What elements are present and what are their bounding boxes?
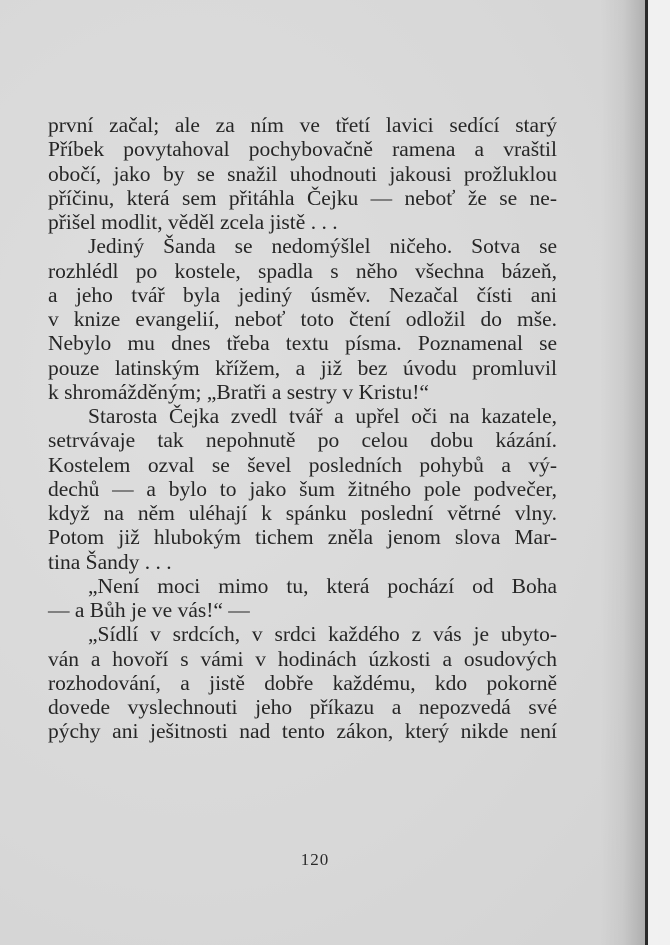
paragraph-start-line: Starosta Čejka zvedl tvář a upřel oči na kazatele, bbox=[88, 404, 557, 428]
text-line: pouze latinským křížem, a již bez úvodu promluvil bbox=[48, 355, 557, 380]
text-line: Příbek povytahoval pochybovačně ramena a vraštil bbox=[48, 137, 557, 162]
text-line: když na něm uléhají k spánku poslední větrné vlny. bbox=[48, 501, 557, 525]
text-line: pýchy ani ješitnosti nad tento zákon, který nikde není bbox=[48, 719, 557, 744]
text-line: setrvávaje tak nepohnutě po celou dobu kázání. bbox=[48, 428, 557, 453]
text-line: ván a hovoří s vámi v hodinách úzkosti a osudových bbox=[48, 646, 557, 671]
text-line: v knize evangelií, neboť toto čtení odložil do mše. bbox=[48, 307, 557, 331]
paragraph-start-line: „Není moci mimo tu, která pochází od Boha bbox=[88, 573, 557, 598]
text-line: k shromážděným; „Bratři a sestry v Kristu!“ bbox=[48, 379, 429, 404]
text-line: Potom již hlubokým tichem zněla jenom slova Mar- bbox=[48, 525, 557, 550]
body-text bbox=[48, 113, 557, 744]
paragraph-start-line: Jediný Šanda se nedomýšlel ničeho. Sotva se bbox=[88, 234, 557, 259]
text-line: — a Bůh je ve vás!“ — bbox=[48, 598, 250, 622]
text-line: obočí, jako by se snažil uhodnouti jakousi prožluklou bbox=[48, 161, 557, 186]
text-line: tina Šandy . . . bbox=[48, 549, 172, 574]
adjacent-page-edge bbox=[648, 0, 670, 945]
text-line: dovede vyslechnouti jeho příkazu a nepozvedá své bbox=[48, 695, 557, 719]
text-line: Kostelem ozval se ševel posledních pohybů a vý- bbox=[48, 452, 557, 477]
text-line: a jeho tvář byla jediný úsměv. Nezačal čísti ani bbox=[48, 282, 557, 307]
page-number: 120 bbox=[300, 850, 330, 869]
text-line: rozhlédl po kostele, spadla s něho všechna bázeň, bbox=[48, 258, 557, 283]
text-line: rozhodování, a jistě dobře každému, kdo pokorně bbox=[48, 670, 557, 695]
paragraph-start-line: „Sídlí v srdcích, v srdci každého z vás je ubyto- bbox=[88, 622, 557, 647]
text-line: první začal; ale za ním ve třetí lavici sedící starý bbox=[48, 113, 557, 137]
gutter-shadow bbox=[600, 0, 646, 945]
text-line: příčinu, která sem přitáhla Čejku — neboť že se ne- bbox=[48, 185, 557, 210]
text-line: přišel modlit, věděl zcela jistě . . . bbox=[48, 210, 338, 234]
text-line: dechů — a bylo to jako šum žitného pole podvečer, bbox=[48, 476, 557, 501]
text-line: Nebylo mu dnes třeba textu písma. Poznamenal se bbox=[48, 331, 557, 356]
